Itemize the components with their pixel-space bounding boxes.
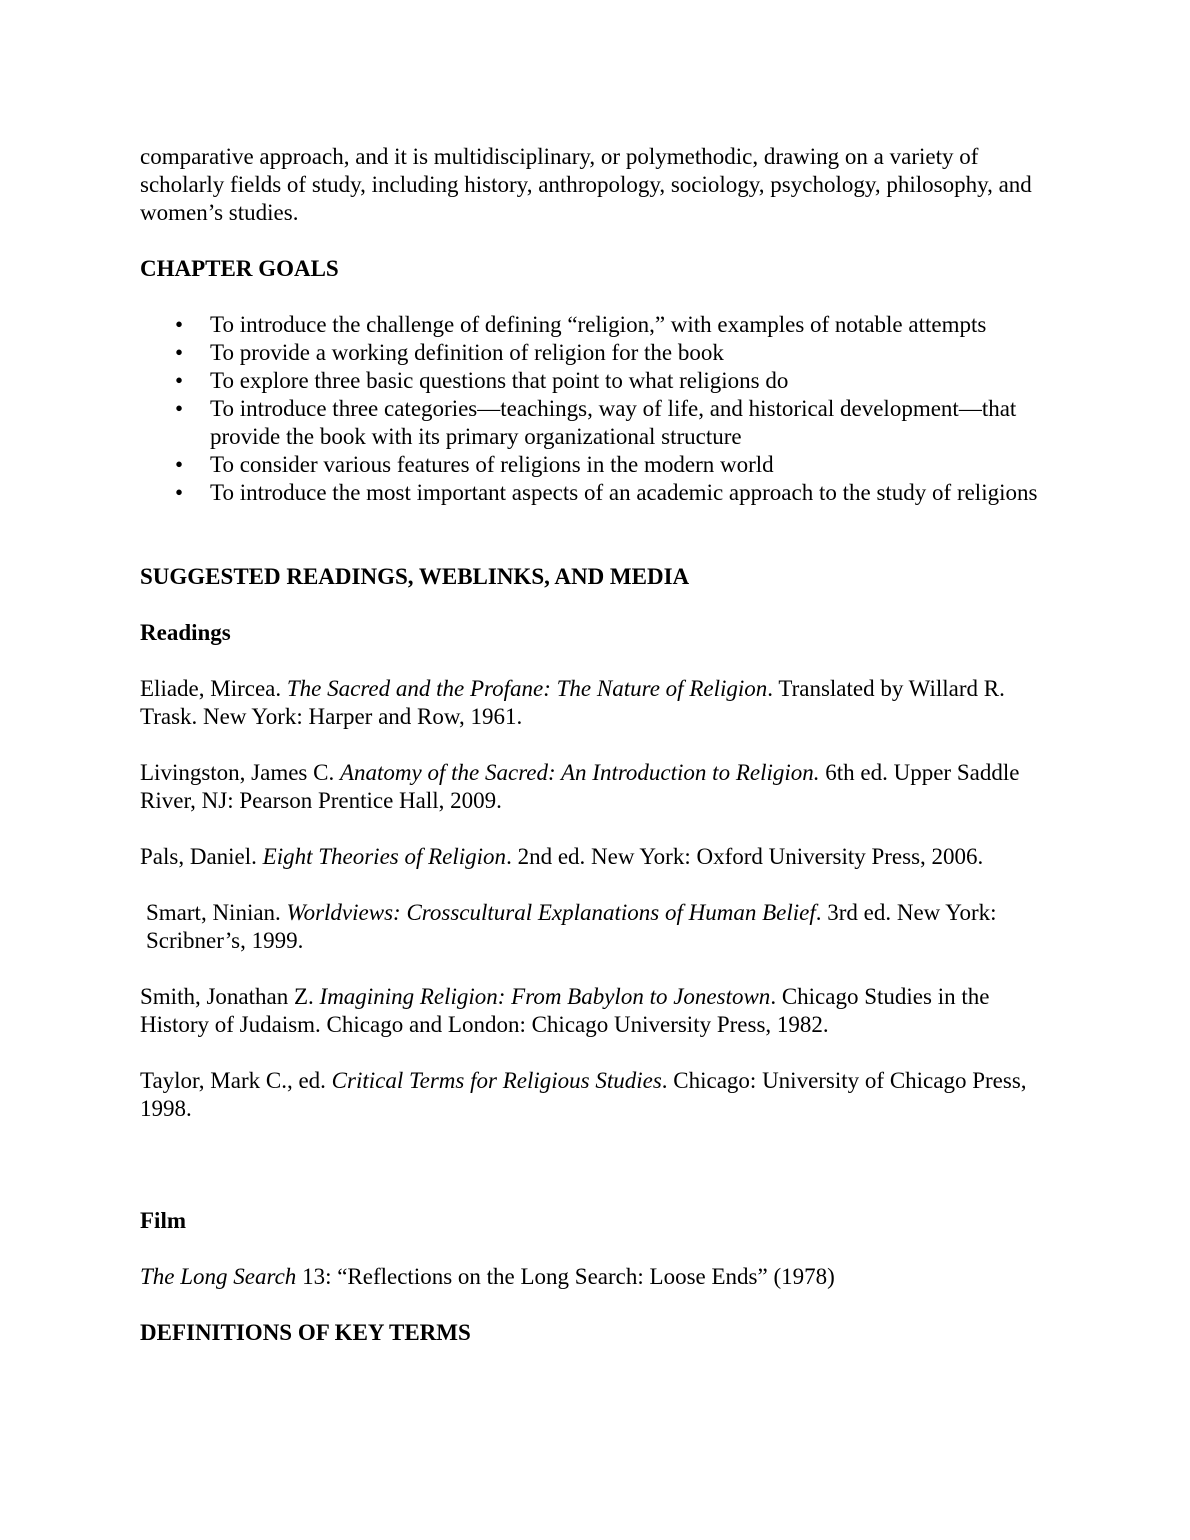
reading-author: Taylor, Mark C., ed. (140, 1068, 332, 1093)
bullet-icon: • (175, 452, 184, 477)
chapter-goals-list (140, 311, 1050, 507)
film-subheading: Film (140, 1208, 186, 1233)
reading-entry (140, 675, 1050, 731)
reading-title: Imagining Religion: From Babylon to Jonestown (319, 984, 771, 1009)
reading-entry (140, 843, 1050, 871)
film-detail: 13: “Reflections on the Long Search: Loose Ends” (1978) (296, 1264, 835, 1289)
readings-subheading: Readings (140, 620, 231, 645)
reading-title: The Sacred and the Profane: The Nature of Religion (286, 676, 768, 701)
goal-item (175, 451, 1050, 479)
reading-publication: 6th ed. Upper Saddle River, NJ: Pearson Prentice Hall, 2009. (140, 760, 1020, 813)
reading-publication: . Translated by Willard R. Trask. New York: Harper and Row, 1961. (140, 676, 1005, 729)
reading-title: Anatomy of the Sacred: An Introduction to Religion. (339, 760, 820, 785)
goal-item (175, 339, 1050, 367)
goal-item (175, 479, 1050, 507)
goal-text: To introduce the most important aspects of an academic approach to the study of religions (210, 480, 1038, 505)
goal-text: To consider various features of religions in the modern world (210, 452, 774, 477)
reading-publication: . 2nd ed. New York: Oxford University Press, 2006. (506, 844, 984, 869)
film-title: The Long Search (140, 1264, 297, 1289)
reading-title: Critical Terms for Religious Studies (331, 1068, 662, 1093)
reading-entry (140, 1067, 1050, 1123)
chapter-goals-heading: CHAPTER GOALS (140, 256, 339, 281)
reading-title: Eight Theories of Religion (262, 844, 507, 869)
bullet-icon: • (175, 312, 184, 337)
bullet-icon: • (175, 480, 184, 505)
reading-publication: . Chicago Studies in the History of Judaism. Chicago and London: Chicago University Press, 1982. (140, 984, 990, 1037)
bullet-icon: • (175, 368, 184, 393)
reading-title: Worldviews: Crosscultural Explanations of Human Belief (286, 900, 816, 925)
suggested-readings-heading: SUGGESTED READINGS, WEBLINKS, AND MEDIA (140, 564, 690, 589)
reading-publication: . 3rd ed. New York: Scribner’s, 1999. (146, 900, 997, 953)
goal-item (175, 367, 1050, 395)
goal-text: To explore three basic questions that point to what religions do (210, 368, 789, 393)
reading-publication: . Chicago: University of Chicago Press, 1998. (140, 1068, 1027, 1121)
reading-author: Pals, Daniel. (140, 844, 263, 869)
goal-text: To provide a working definition of religion for the book (210, 340, 724, 365)
goal-item (175, 311, 1050, 339)
reading-entry (140, 899, 1050, 955)
bullet-icon: • (175, 340, 184, 365)
reading-author: Smart, Ninian. (146, 900, 287, 925)
intro-paragraph: comparative approach, and it is multidisciplinary, or polymethodic, drawing on a variety of scholarly fields of study, including history, anthropology, sociology, psychology, philosophy, and women’s studies. (140, 144, 1032, 225)
reading-author: Smith, Jonathan Z. (140, 984, 320, 1009)
goal-text: To introduce the challenge of defining “religion,” with examples of notable attempts (210, 312, 987, 337)
bullet-icon: • (175, 396, 184, 421)
goal-item (175, 395, 1050, 451)
definitions-heading: DEFINITIONS OF KEY TERMS (140, 1320, 471, 1345)
reading-author: Livingston, James C. (140, 760, 340, 785)
reading-entry (140, 983, 1050, 1039)
goal-text: To introduce three categories—teachings, way of life, and historical development—that provide the book with its primary organizational structure (210, 396, 1017, 449)
reading-entry (140, 759, 1050, 815)
film-entry (140, 1263, 1050, 1291)
reading-author: Eliade, Mircea. (140, 676, 287, 701)
